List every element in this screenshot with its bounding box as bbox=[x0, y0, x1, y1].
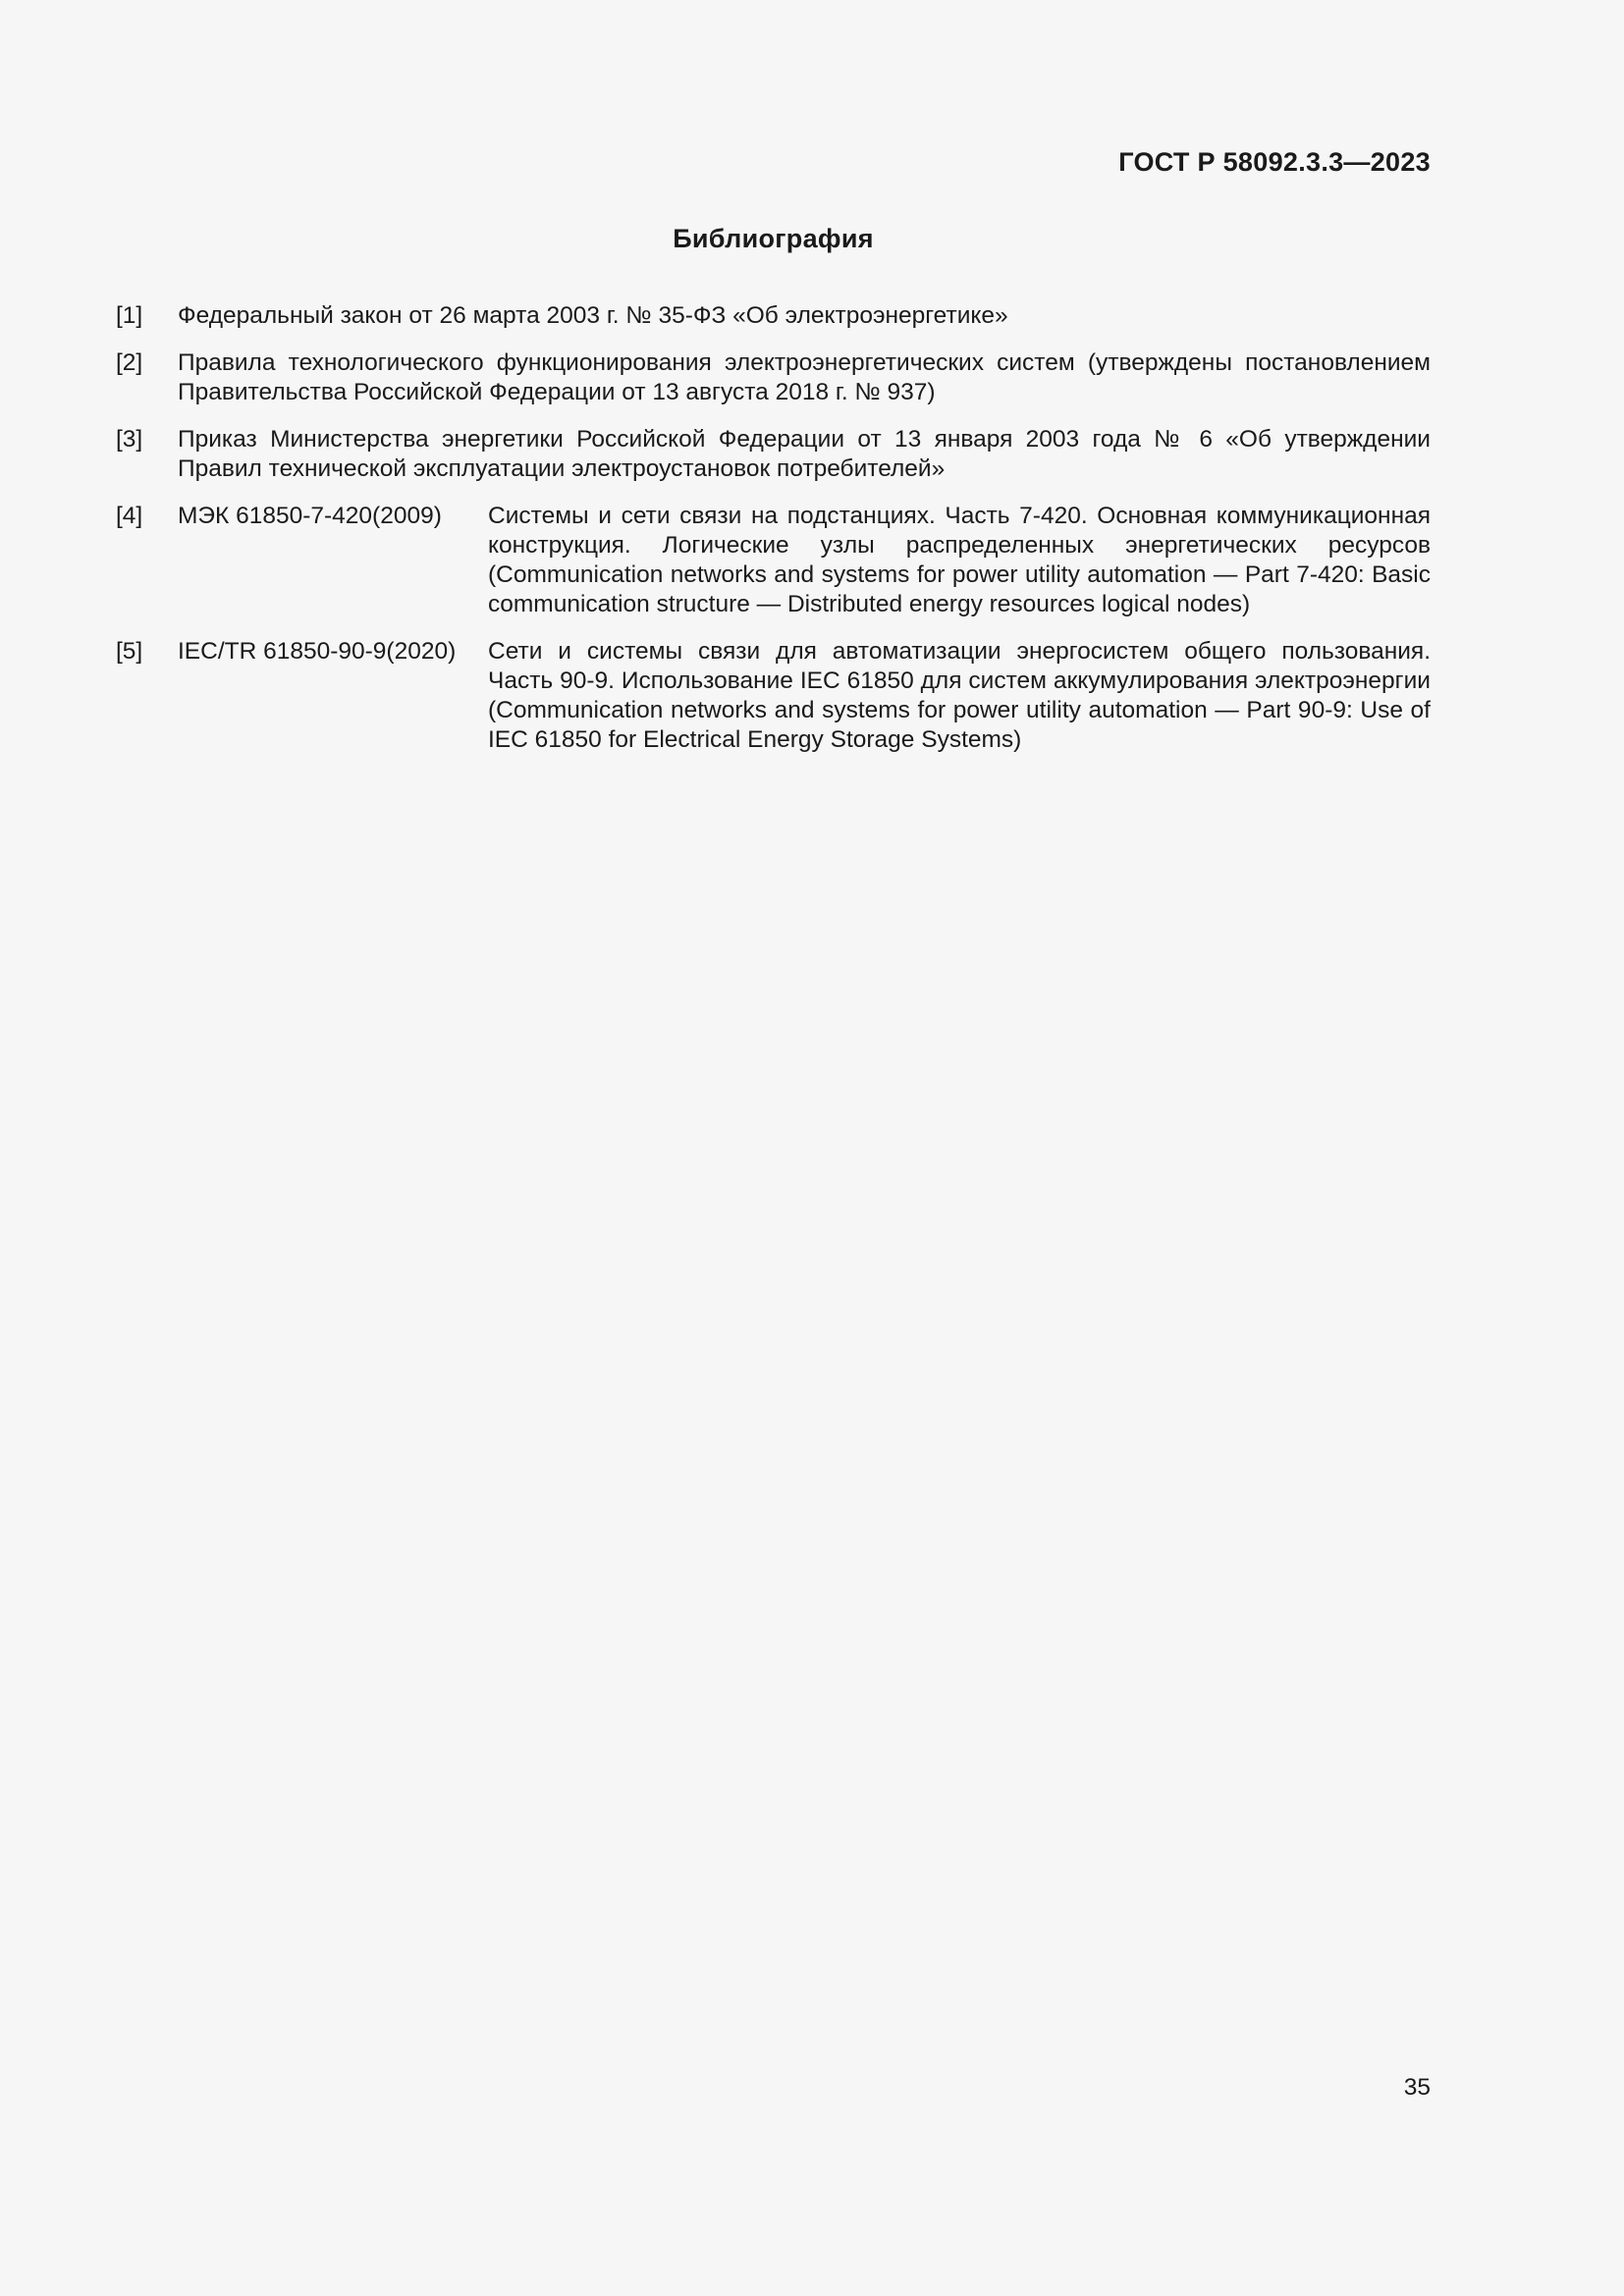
bibliography-item bbox=[116, 425, 1431, 484]
document-code-header: ГОСТ Р 58092.3.3—2023 bbox=[1118, 147, 1431, 177]
bibliography-item-number: [1] bbox=[116, 302, 143, 329]
bibliography-item-standard-code: МЭК 61850-7-420(2009) bbox=[178, 503, 442, 529]
bibliography-item bbox=[116, 301, 1431, 331]
bibliography-item-text: Федеральный закон от 26 марта 2003 г. № 35-ФЗ «Об электроэнергетике» bbox=[178, 302, 1008, 329]
bibliography-item-number: [5] bbox=[116, 638, 143, 665]
bibliography-item bbox=[116, 348, 1431, 407]
bibliography-item-standard-title: Системы и сети связи на подстанциях. Часть 7-420. Основная коммуникационная конструкция. Логические узлы распределенных энергетических ресурсов (Communication networks and systems for power utility automation — Part 7-420: Basic communication structure — Distributed energy resources logical nodes) bbox=[488, 503, 1431, 617]
bibliography-item-standard-code: IEC/TR 61850-90-9(2020) bbox=[178, 638, 457, 665]
page-number: 35 bbox=[1403, 2074, 1431, 2101]
bibliography-item bbox=[116, 502, 1431, 619]
bibliography-item bbox=[116, 637, 1431, 755]
bibliography-list bbox=[116, 301, 1431, 773]
bibliography-item-number: [3] bbox=[116, 426, 143, 453]
bibliography-item-standard-title: Сети и системы связи для автоматизации энергосистем общего пользования. Часть 90-9. Использование IEC 61850 для систем аккумулирования электроэнергии (Communication networks and systems for power utility automation — Part 90-9: Use of IEC 61850 for Electrical Energy Storage Systems) bbox=[488, 638, 1431, 753]
bibliography-item-number: [2] bbox=[116, 349, 143, 376]
bibliography-item-number: [4] bbox=[116, 503, 143, 529]
bibliography-item-text: Правила технологического функционирования электроэнергетических систем (утверждены постановлением Правительства Российской Федерации от 13 августа 2018 г. № 937) bbox=[178, 349, 1431, 405]
section-title: Библиография bbox=[673, 224, 874, 253]
bibliography-item-text: Приказ Министерства энергетики Российской Федерации от 13 января 2003 года № 6 «Об утверждении Правил технической эксплуатации электроустановок потребителей» bbox=[178, 426, 1431, 482]
